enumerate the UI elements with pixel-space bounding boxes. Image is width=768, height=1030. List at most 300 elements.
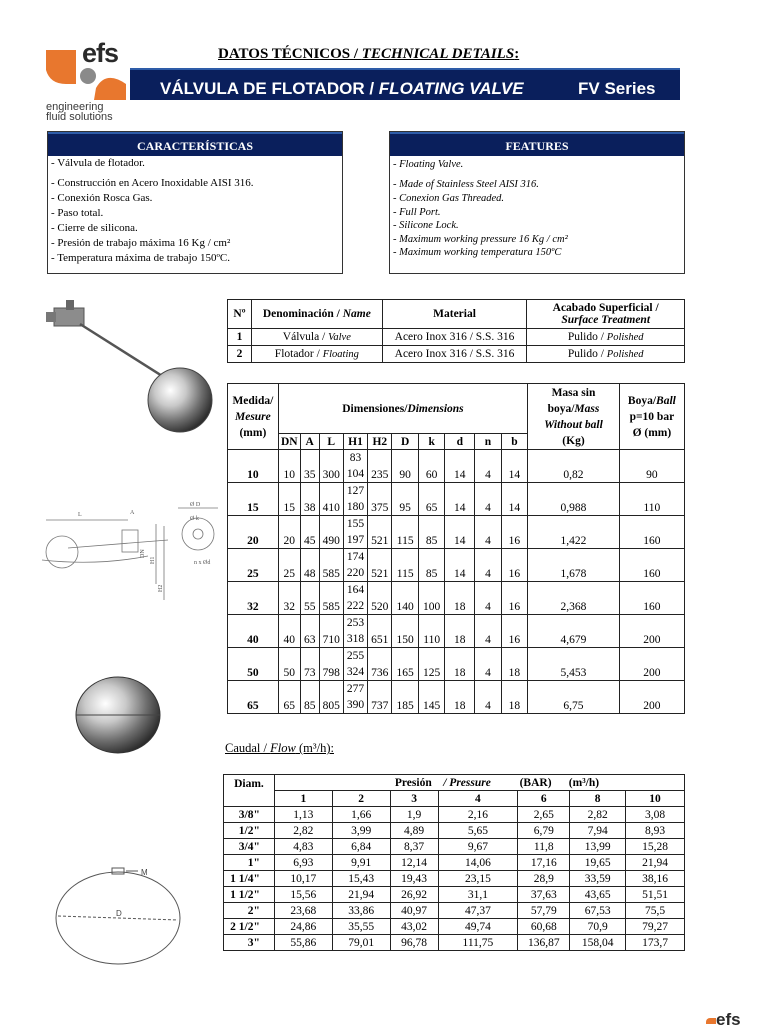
flow-cell-value: 23,68 — [274, 903, 332, 919]
flow-cell-value: 1,13 — [274, 807, 332, 823]
flow-cell-size: 2 1/2" — [224, 919, 275, 935]
table-row — [228, 450, 685, 483]
flow-cell-size: 1" — [224, 855, 275, 871]
dim-cell-dn: 10 — [278, 450, 300, 483]
flow-caption — [225, 741, 334, 756]
dim-cell-mass: 6,75 — [528, 681, 620, 714]
flow-cell-value: 2,65 — [518, 807, 570, 823]
dim-cell-size: 50 — [228, 648, 279, 681]
flow-cell-value: 6,84 — [332, 839, 390, 855]
dim-cell-mass: 0,988 — [528, 483, 620, 516]
flow-cell-value: 4,89 — [390, 823, 438, 839]
dim-cell-d: 140 — [392, 582, 418, 615]
dim-col-header: n — [475, 434, 501, 450]
dim-cell-b: 14 — [501, 450, 527, 483]
parts-cell-finish-es: Pulido / — [567, 331, 607, 343]
feature-es-line: - Paso total. — [51, 207, 104, 219]
dim-cell-h2: 521 — [368, 549, 392, 582]
feature-es-line: - Conexión Rosca Gas. — [51, 192, 153, 204]
flow-cell-value: 15,43 — [332, 871, 390, 887]
flow-cell-value: 40,97 — [390, 903, 438, 919]
dim-cell-d: 18 — [445, 681, 475, 714]
features-es-box — [47, 131, 343, 274]
dim-header-size-unit: (mm) — [239, 426, 267, 439]
dim-col-header: k — [418, 434, 444, 450]
diagram-label-H2: H2 — [158, 584, 164, 592]
dim-cell-ball: 200 — [619, 648, 684, 681]
header-es: DATOS TÉCNICOS / — [218, 46, 362, 62]
dim-cell-h1-lower: 180 — [346, 501, 365, 513]
dim-cell-b: 16 — [501, 582, 527, 615]
parts-cell-finish-en: Polished — [606, 349, 644, 360]
table-row — [228, 681, 685, 714]
table-row — [224, 855, 685, 871]
feature-es-line: - Válvula de flotador. — [51, 157, 145, 169]
dim-cell-h1-upper: 174 — [346, 551, 365, 563]
dim-cell-ball: 200 — [619, 615, 684, 648]
dim-cell-h2: 235 — [368, 450, 392, 483]
flow-cell-value: 70,9 — [570, 919, 626, 935]
flow-pressure-header: 2 — [332, 791, 390, 807]
dim-cell-h1 — [343, 483, 367, 516]
table-row — [228, 346, 685, 363]
dim-header-mass-l2-en: Mass — [574, 402, 600, 415]
dim-cell-h1 — [343, 549, 367, 582]
flow-cell-value: 67,53 — [570, 903, 626, 919]
dim-header-ball-l3: Ø (mm) — [632, 426, 672, 439]
diagram-label-nd: n x Ød — [194, 560, 211, 566]
dim-cell-a: 45 — [300, 516, 319, 549]
dim-cell-d: 14 — [445, 516, 475, 549]
features-en-title: FEATURES — [390, 132, 684, 156]
dim-cell-d: 185 — [392, 681, 418, 714]
flow-cell-value: 43,65 — [570, 887, 626, 903]
flow-cell-value: 2,82 — [570, 807, 626, 823]
dim-cell-mass: 1,422 — [528, 516, 620, 549]
flow-cell-value: 75,5 — [626, 903, 685, 919]
dim-table-body — [228, 450, 685, 714]
parts-header-finish — [527, 300, 685, 329]
dim-cell-k: 60 — [418, 450, 444, 483]
dim-cell-h1-lower: 390 — [346, 699, 365, 711]
feature-en-line: - Conexion Gas Threaded. — [393, 193, 505, 204]
dim-cell-a: 48 — [300, 549, 319, 582]
logo-tagline-2: fluid solutions — [46, 111, 113, 123]
flow-cell-value: 6,79 — [518, 823, 570, 839]
dim-cell-d: 95 — [392, 483, 418, 516]
feature-es-line: - Presión de trabajo máxima 16 Kg / cm² — [51, 237, 231, 249]
dim-cell-dn: 20 — [278, 516, 300, 549]
dim-cell-k: 100 — [418, 582, 444, 615]
dim-header-dims-es: Dimensiones/ — [342, 402, 408, 415]
table-row — [224, 871, 685, 887]
flow-cell-value: 12,14 — [390, 855, 438, 871]
dim-cell-size: 32 — [228, 582, 279, 615]
flow-cell-value: 35,55 — [332, 919, 390, 935]
dim-cell-dn: 40 — [278, 615, 300, 648]
dim-cell-mass: 5,453 — [528, 648, 620, 681]
dim-cell-d: 18 — [445, 648, 475, 681]
table-row — [228, 329, 685, 346]
table-row — [228, 582, 685, 615]
dim-cell-n: 4 — [475, 582, 501, 615]
feature-es-line: - Construcción en Acero Inoxidable AISI 316. — [51, 177, 254, 189]
flow-cell-value: 57,79 — [518, 903, 570, 919]
flow-cell-value: 8,93 — [626, 823, 685, 839]
dim-cell-h1-lower: 197 — [346, 534, 365, 546]
parts-header-material: Material — [382, 300, 527, 329]
dim-col-header: D — [392, 434, 418, 450]
dim-cell-d: 115 — [392, 549, 418, 582]
flow-cell-value: 17,16 — [518, 855, 570, 871]
float-ball-photo-image — [70, 675, 170, 755]
dim-header-ball-en: Ball — [656, 394, 676, 407]
dim-header-size-en: Mesure — [234, 410, 271, 423]
flow-cell-size: 1 1/4" — [224, 871, 275, 887]
dim-cell-size: 25 — [228, 549, 279, 582]
dim-cell-ball: 110 — [619, 483, 684, 516]
flow-cell-value: 79,01 — [332, 935, 390, 951]
footer-logo-mark-icon — [706, 1018, 716, 1024]
dim-cell-n: 4 — [475, 615, 501, 648]
dim-cell-dn: 65 — [278, 681, 300, 714]
flow-header-pressure — [274, 775, 684, 791]
diagram-label-A: A — [130, 510, 135, 516]
flow-pressure-row — [224, 791, 685, 807]
flow-cell-value: 2,16 — [438, 807, 518, 823]
dim-cell-d: 165 — [392, 648, 418, 681]
dim-cell-dn: 15 — [278, 483, 300, 516]
flow-cell-value: 9,91 — [332, 855, 390, 871]
dim-cell-k: 125 — [418, 648, 444, 681]
dim-cell-d: 14 — [445, 450, 475, 483]
feature-en-line: - Silicone Lock. — [393, 220, 459, 231]
flow-pressure-header: 4 — [438, 791, 518, 807]
dim-cell-k: 65 — [418, 483, 444, 516]
flow-header-pressure-en: / Pressure — [443, 776, 491, 789]
header-en: TECHNICAL DETAILS — [361, 46, 515, 62]
parts-header-name — [251, 300, 382, 329]
dim-cell-d: 115 — [392, 516, 418, 549]
table-row — [228, 648, 685, 681]
flow-cell-value: 3,08 — [626, 807, 685, 823]
document-header — [218, 46, 519, 63]
flow-cell-value: 60,68 — [518, 919, 570, 935]
dim-cell-b: 16 — [501, 615, 527, 648]
dim-cell-a: 55 — [300, 582, 319, 615]
flow-cell-value: 79,27 — [626, 919, 685, 935]
dim-cell-n: 4 — [475, 549, 501, 582]
table-row — [228, 549, 685, 582]
dim-cell-l: 805 — [319, 681, 343, 714]
ball-diagram-label-M: M — [141, 868, 148, 877]
flow-header-unit: (m³/h) — [568, 776, 600, 789]
dim-cell-h2: 375 — [368, 483, 392, 516]
diagram-label-k: Ø k — [190, 516, 199, 522]
dim-cell-a: 38 — [300, 483, 319, 516]
dim-header-mass-l4: (Kg) — [562, 434, 585, 447]
parts-header-name-es: Denominación / — [262, 308, 343, 320]
parts-cell-name-en: Floating — [322, 349, 359, 360]
table-row — [228, 516, 685, 549]
flow-table-body — [224, 807, 685, 951]
dim-cell-a: 63 — [300, 615, 319, 648]
dim-header-size — [228, 384, 279, 450]
dim-cell-h1-upper: 255 — [346, 650, 365, 662]
dim-col-header: d — [445, 434, 475, 450]
dim-cell-l: 585 — [319, 582, 343, 615]
dim-cell-k: 110 — [418, 615, 444, 648]
dim-cell-l: 300 — [319, 450, 343, 483]
dim-cell-h1-upper: 155 — [346, 518, 365, 530]
dim-header-ball — [619, 384, 684, 450]
flow-cell-value: 96,78 — [390, 935, 438, 951]
flow-table — [223, 774, 685, 951]
parts-cell-finish-en: Polished — [606, 332, 644, 343]
flow-cell-value: 43,02 — [390, 919, 438, 935]
dim-cell-b: 16 — [501, 549, 527, 582]
dim-cell-n: 4 — [475, 516, 501, 549]
flow-cell-value: 136,87 — [518, 935, 570, 951]
flow-cell-value: 26,92 — [390, 887, 438, 903]
table-row — [224, 903, 685, 919]
diagram-label-DN: DN — [140, 549, 146, 558]
dim-cell-h2: 736 — [368, 648, 392, 681]
dim-header-size-es: Medida/ — [232, 394, 274, 407]
dim-cell-a: 85 — [300, 681, 319, 714]
flow-cell-value: 31,1 — [438, 887, 518, 903]
dim-cell-l: 410 — [319, 483, 343, 516]
parts-cell-name — [251, 346, 382, 363]
flow-cell-value: 14,06 — [438, 855, 518, 871]
flow-cell-value: 7,94 — [570, 823, 626, 839]
dim-header-mass-l3: Without ball — [544, 418, 603, 431]
flow-cell-value: 9,67 — [438, 839, 518, 855]
dim-cell-h1-upper: 164 — [346, 584, 365, 596]
dim-cell-b: 14 — [501, 483, 527, 516]
dim-cell-h1 — [343, 648, 367, 681]
dim-cell-h2: 651 — [368, 615, 392, 648]
dim-cell-d: 18 — [445, 582, 475, 615]
table-row — [224, 887, 685, 903]
dim-cell-l: 585 — [319, 549, 343, 582]
table-row — [224, 839, 685, 855]
dim-header-ball-es: Boya/ — [627, 394, 657, 407]
flow-pressure-header: 8 — [570, 791, 626, 807]
parts-cell-name-en: Valve — [328, 332, 351, 343]
flow-cell-value: 15,56 — [274, 887, 332, 903]
flow-pressure-header: 6 — [518, 791, 570, 807]
diagram-label-D: Ø D — [190, 502, 201, 508]
feature-en-line: - Made of Stainless Steel AISI 316. — [393, 179, 539, 190]
flow-cell-value: 51,51 — [626, 887, 685, 903]
flow-caption-es: Caudal / — [225, 741, 271, 755]
flow-cell-value: 5,65 — [438, 823, 518, 839]
flow-cell-value: 2,82 — [274, 823, 332, 839]
dim-col-header: DN — [278, 434, 300, 450]
flow-cell-value: 158,04 — [570, 935, 626, 951]
flow-cell-size: 3/4" — [224, 839, 275, 855]
flow-caption-en: Flow — [270, 741, 296, 755]
feature-es-line: - Cierre de silicona. — [51, 222, 138, 234]
parts-cell-no: 1 — [228, 329, 252, 346]
dim-cell-dn: 32 — [278, 582, 300, 615]
flow-cell-size: 1/2" — [224, 823, 275, 839]
dimensions-table — [227, 383, 685, 714]
flow-cell-value: 11,8 — [518, 839, 570, 855]
feature-es-line: - Temperatura máxima de trabajo 150ºC. — [51, 252, 230, 264]
table-row — [228, 615, 685, 648]
dim-cell-h1 — [343, 582, 367, 615]
dim-cell-k: 85 — [418, 549, 444, 582]
dim-cell-h2: 521 — [368, 516, 392, 549]
dim-cell-h1-upper: 127 — [346, 485, 365, 497]
flow-cell-size: 1 1/2" — [224, 887, 275, 903]
flow-cell-value: 33,86 — [332, 903, 390, 919]
dim-cell-h1 — [343, 681, 367, 714]
parts-header-name-en: Name — [342, 308, 371, 320]
flow-cell-value: 21,94 — [332, 887, 390, 903]
dim-cell-k: 85 — [418, 516, 444, 549]
table-row — [228, 483, 685, 516]
dim-cell-dn: 50 — [278, 648, 300, 681]
dim-cell-d: 14 — [445, 549, 475, 582]
feature-en-line: - Floating Valve. — [393, 159, 464, 170]
parts-cell-name — [251, 329, 382, 346]
flow-header-bar: (BAR) — [519, 776, 552, 789]
flow-cell-value: 13,99 — [570, 839, 626, 855]
dim-cell-h1-lower: 222 — [346, 600, 365, 612]
flow-cell-value: 47,37 — [438, 903, 518, 919]
table-row — [224, 919, 685, 935]
dim-cell-size: 40 — [228, 615, 279, 648]
dim-col-header: L — [319, 434, 343, 450]
product-title — [160, 79, 524, 99]
dim-cell-a: 73 — [300, 648, 319, 681]
parts-cell-no: 2 — [228, 346, 252, 363]
parts-cell-material: Acero Inox 316 / S.S. 316 — [382, 346, 527, 363]
dim-header-mass — [528, 384, 620, 450]
parts-cell-name-es: Flotador / — [274, 348, 323, 360]
flow-cell-value: 24,86 — [274, 919, 332, 935]
dim-cell-mass: 1,678 — [528, 549, 620, 582]
features-en-box — [389, 131, 685, 274]
feature-en-line: - Full Port. — [393, 206, 441, 218]
dim-cell-d: 18 — [445, 615, 475, 648]
dim-cell-h2: 520 — [368, 582, 392, 615]
dim-cell-d: 90 — [392, 450, 418, 483]
valve-photo-image — [40, 298, 220, 438]
ball-diagram-label-D: D — [116, 909, 122, 918]
dim-cell-mass: 0,82 — [528, 450, 620, 483]
diagram-label-H1: H1 — [150, 556, 156, 564]
dim-cell-ball: 160 — [619, 582, 684, 615]
flow-cell-value: 1,66 — [332, 807, 390, 823]
feature-en-line: - Maximum working pressure 16 Kg / cm² — [393, 233, 568, 245]
dim-cell-ball: 160 — [619, 516, 684, 549]
logo-brand-text: efs — [82, 38, 119, 68]
flow-cell-value: 23,15 — [438, 871, 518, 887]
dim-cell-a: 35 — [300, 450, 319, 483]
dim-cell-size: 15 — [228, 483, 279, 516]
parts-table — [227, 299, 685, 363]
table-row — [224, 823, 685, 839]
flow-cell-value: 4,83 — [274, 839, 332, 855]
header-suffix: : — [514, 46, 520, 62]
dim-header-ball-l2: p=10 bar — [629, 410, 675, 423]
dim-col-header: A — [300, 434, 319, 450]
flow-cell-value: 6,93 — [274, 855, 332, 871]
dim-cell-ball: 90 — [619, 450, 684, 483]
flow-cell-value: 19,43 — [390, 871, 438, 887]
flow-pressure-header: 10 — [626, 791, 685, 807]
dim-cell-d: 14 — [445, 483, 475, 516]
dim-header-dimensions — [278, 384, 527, 434]
parts-cell-finish — [527, 346, 685, 363]
product-title-en: FLOATING VALVE — [378, 79, 524, 98]
flow-cell-size: 3/8" — [224, 807, 275, 823]
dim-cell-b: 18 — [501, 648, 527, 681]
dim-cell-n: 4 — [475, 483, 501, 516]
flow-cell-value: 19,65 — [570, 855, 626, 871]
dim-cell-ball: 200 — [619, 681, 684, 714]
dim-header-mass-l2-es: boya/ — [547, 402, 575, 415]
flow-cell-size: 3" — [224, 935, 275, 951]
flow-cell-value: 8,37 — [390, 839, 438, 855]
dim-cell-h1-upper: 83 — [349, 452, 362, 464]
dim-col-header: H2 — [368, 434, 392, 450]
flow-cell-value: 38,16 — [626, 871, 685, 887]
flow-cell-value: 15,28 — [626, 839, 685, 855]
flow-pressure-header: 3 — [390, 791, 438, 807]
flow-cell-value: 28,9 — [518, 871, 570, 887]
dim-cell-b: 18 — [501, 681, 527, 714]
dim-cell-h1-upper: 277 — [346, 683, 365, 695]
flow-cell-value: 111,75 — [438, 935, 518, 951]
footer-logo-text: efs — [716, 1010, 741, 1029]
dim-cell-h1-lower: 318 — [346, 633, 365, 645]
parts-header-no: Nº — [228, 300, 252, 329]
parts-header-finish-en: Surface Treatment — [561, 314, 651, 326]
dim-cell-n: 4 — [475, 450, 501, 483]
flow-cell-value: 1,9 — [390, 807, 438, 823]
dim-cell-b: 16 — [501, 516, 527, 549]
flow-cell-value: 173,7 — [626, 935, 685, 951]
parts-cell-finish-es: Pulido / — [567, 348, 607, 360]
dim-header-mass-l1: Masa sin — [551, 386, 596, 399]
dim-cell-h1 — [343, 615, 367, 648]
logo-tagline-1: engineering — [46, 101, 104, 113]
flow-cell-value: 33,59 — [570, 871, 626, 887]
dim-col-header: b — [501, 434, 527, 450]
dim-cell-l: 490 — [319, 516, 343, 549]
dim-cell-h1-lower: 220 — [346, 567, 365, 579]
dim-cell-n: 4 — [475, 648, 501, 681]
dim-cell-h2: 737 — [368, 681, 392, 714]
table-row — [224, 935, 685, 951]
dim-cell-size: 65 — [228, 681, 279, 714]
product-title-es: VÁLVULA DE FLOTADOR / — [160, 79, 379, 98]
dim-cell-ball: 160 — [619, 549, 684, 582]
dim-cell-l: 710 — [319, 615, 343, 648]
flow-cell-value: 21,94 — [626, 855, 685, 871]
dim-cell-dn: 25 — [278, 549, 300, 582]
parts-cell-material: Acero Inox 316 / S.S. 316 — [382, 329, 527, 346]
flow-cell-value: 37,63 — [518, 887, 570, 903]
parts-cell-finish — [527, 329, 685, 346]
float-ball-diagram — [48, 860, 198, 970]
flow-header-diam: Diam. — [224, 775, 275, 807]
